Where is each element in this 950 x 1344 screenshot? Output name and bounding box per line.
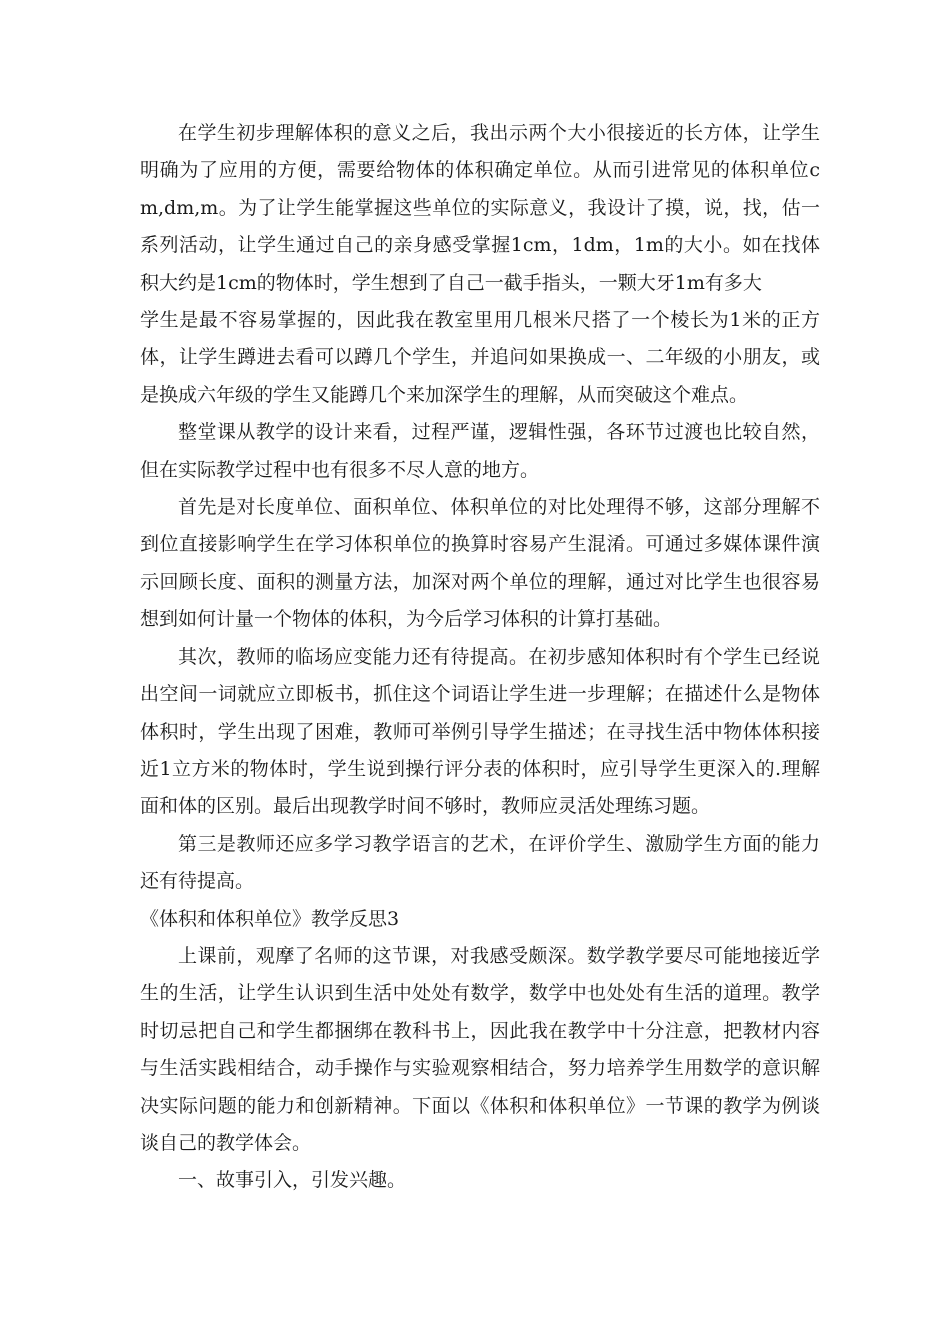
paragraph-volume-units-intro: 在学生初步理解体积的意义之后，我出示两个大小很接近的长方体，让学生明确为了应用的方便，需要给物体的体积确定单位。从而引进常见的体积单位cm,dm,m。为了让学生能掌握这些单位的实际意义，我设计了摸，说，找，估一系列活动，让学生通过自己的亲身感受掌握1cm，1dm，1m的大小。如在找体积大约是1cm的物体时，学生想到了自己一截手指头，一颗大牙1m有多大 <box>140 122 820 294</box>
paragraph-second-shortcoming: 其次，教师的临场应变能力还有待提高。在初步感知体积时有个学生已经说出空间一词就应立即板书，抓住这个词语让学生进一步理解；在描述什么是物体体积时，学生出现了困难，教师可举例引导学生描述；在寻找生活中物体体积接近1立方米的物体时，学生说到操行评分表的体积时，应引导学生更深入的.理解面和体的区别。最后出现教学时间不够时，教师应灵活处理练习题。 <box>140 645 820 818</box>
paragraph-third-shortcoming: 第三是教师还应多学习教学语言的艺术，在评价学生、激励学生方面的能力还有待提高。 <box>140 832 820 893</box>
document-body <box>140 115 820 1200</box>
paragraph-reflection-3-intro: 上课前，观摩了名师的这节课，对我感受颇深。数学教学要尽可能地接近学生的生活，让学生认识到生活中处处有数学，数学中也处处有生活的道理。教学时切忌把自己和学生都捆绑在教科书上，因此我在教学中十分注意，把教材内容与生活实践相结合，动手操作与实验观察相结合，努力培养学生用数学的意识解决实际问题的能力和创新精神。下面以《体积和体积单位》一节课的教学为例谈谈自己的教学体会。 <box>140 944 820 1154</box>
paragraph-story-intro: 一、故事引入，引发兴趣。 <box>178 1169 407 1192</box>
paragraph-lesson-overview: 整堂课从教学的设计来看，过程严谨，逻辑性强，各环节过渡也比较自然，但在实际教学过程中也有很多不尽人意的地方。 <box>140 421 820 481</box>
section-heading: 《体积和体积单位》教学反思3 <box>140 907 400 930</box>
paragraph-first-shortcoming: 首先是对长度单位、面积单位、体积单位的对比处理得不够，这部分理解不到位直接影响学生在学习体积单位的换算时容易产生混淆。可通过多媒体课件演示回顾长度、面积的测量方法，加深对两个单位的理解，通过对比学生也很容易想到如何计量一个物体的体积，为今后学习体积的计算打基础。 <box>140 496 820 631</box>
paragraph-cubic-meter-difficulty: 学生是最不容易掌握的，因此我在教室里用几根米尺搭了一个棱长为1米的正方体，让学生蹲进去看可以蹲几个学生，并追问如果换成一、二年级的小朋友，或是换成六年级的学生又能蹲几个来加深学生的理解，从而突破这个难点。 <box>140 309 820 406</box>
